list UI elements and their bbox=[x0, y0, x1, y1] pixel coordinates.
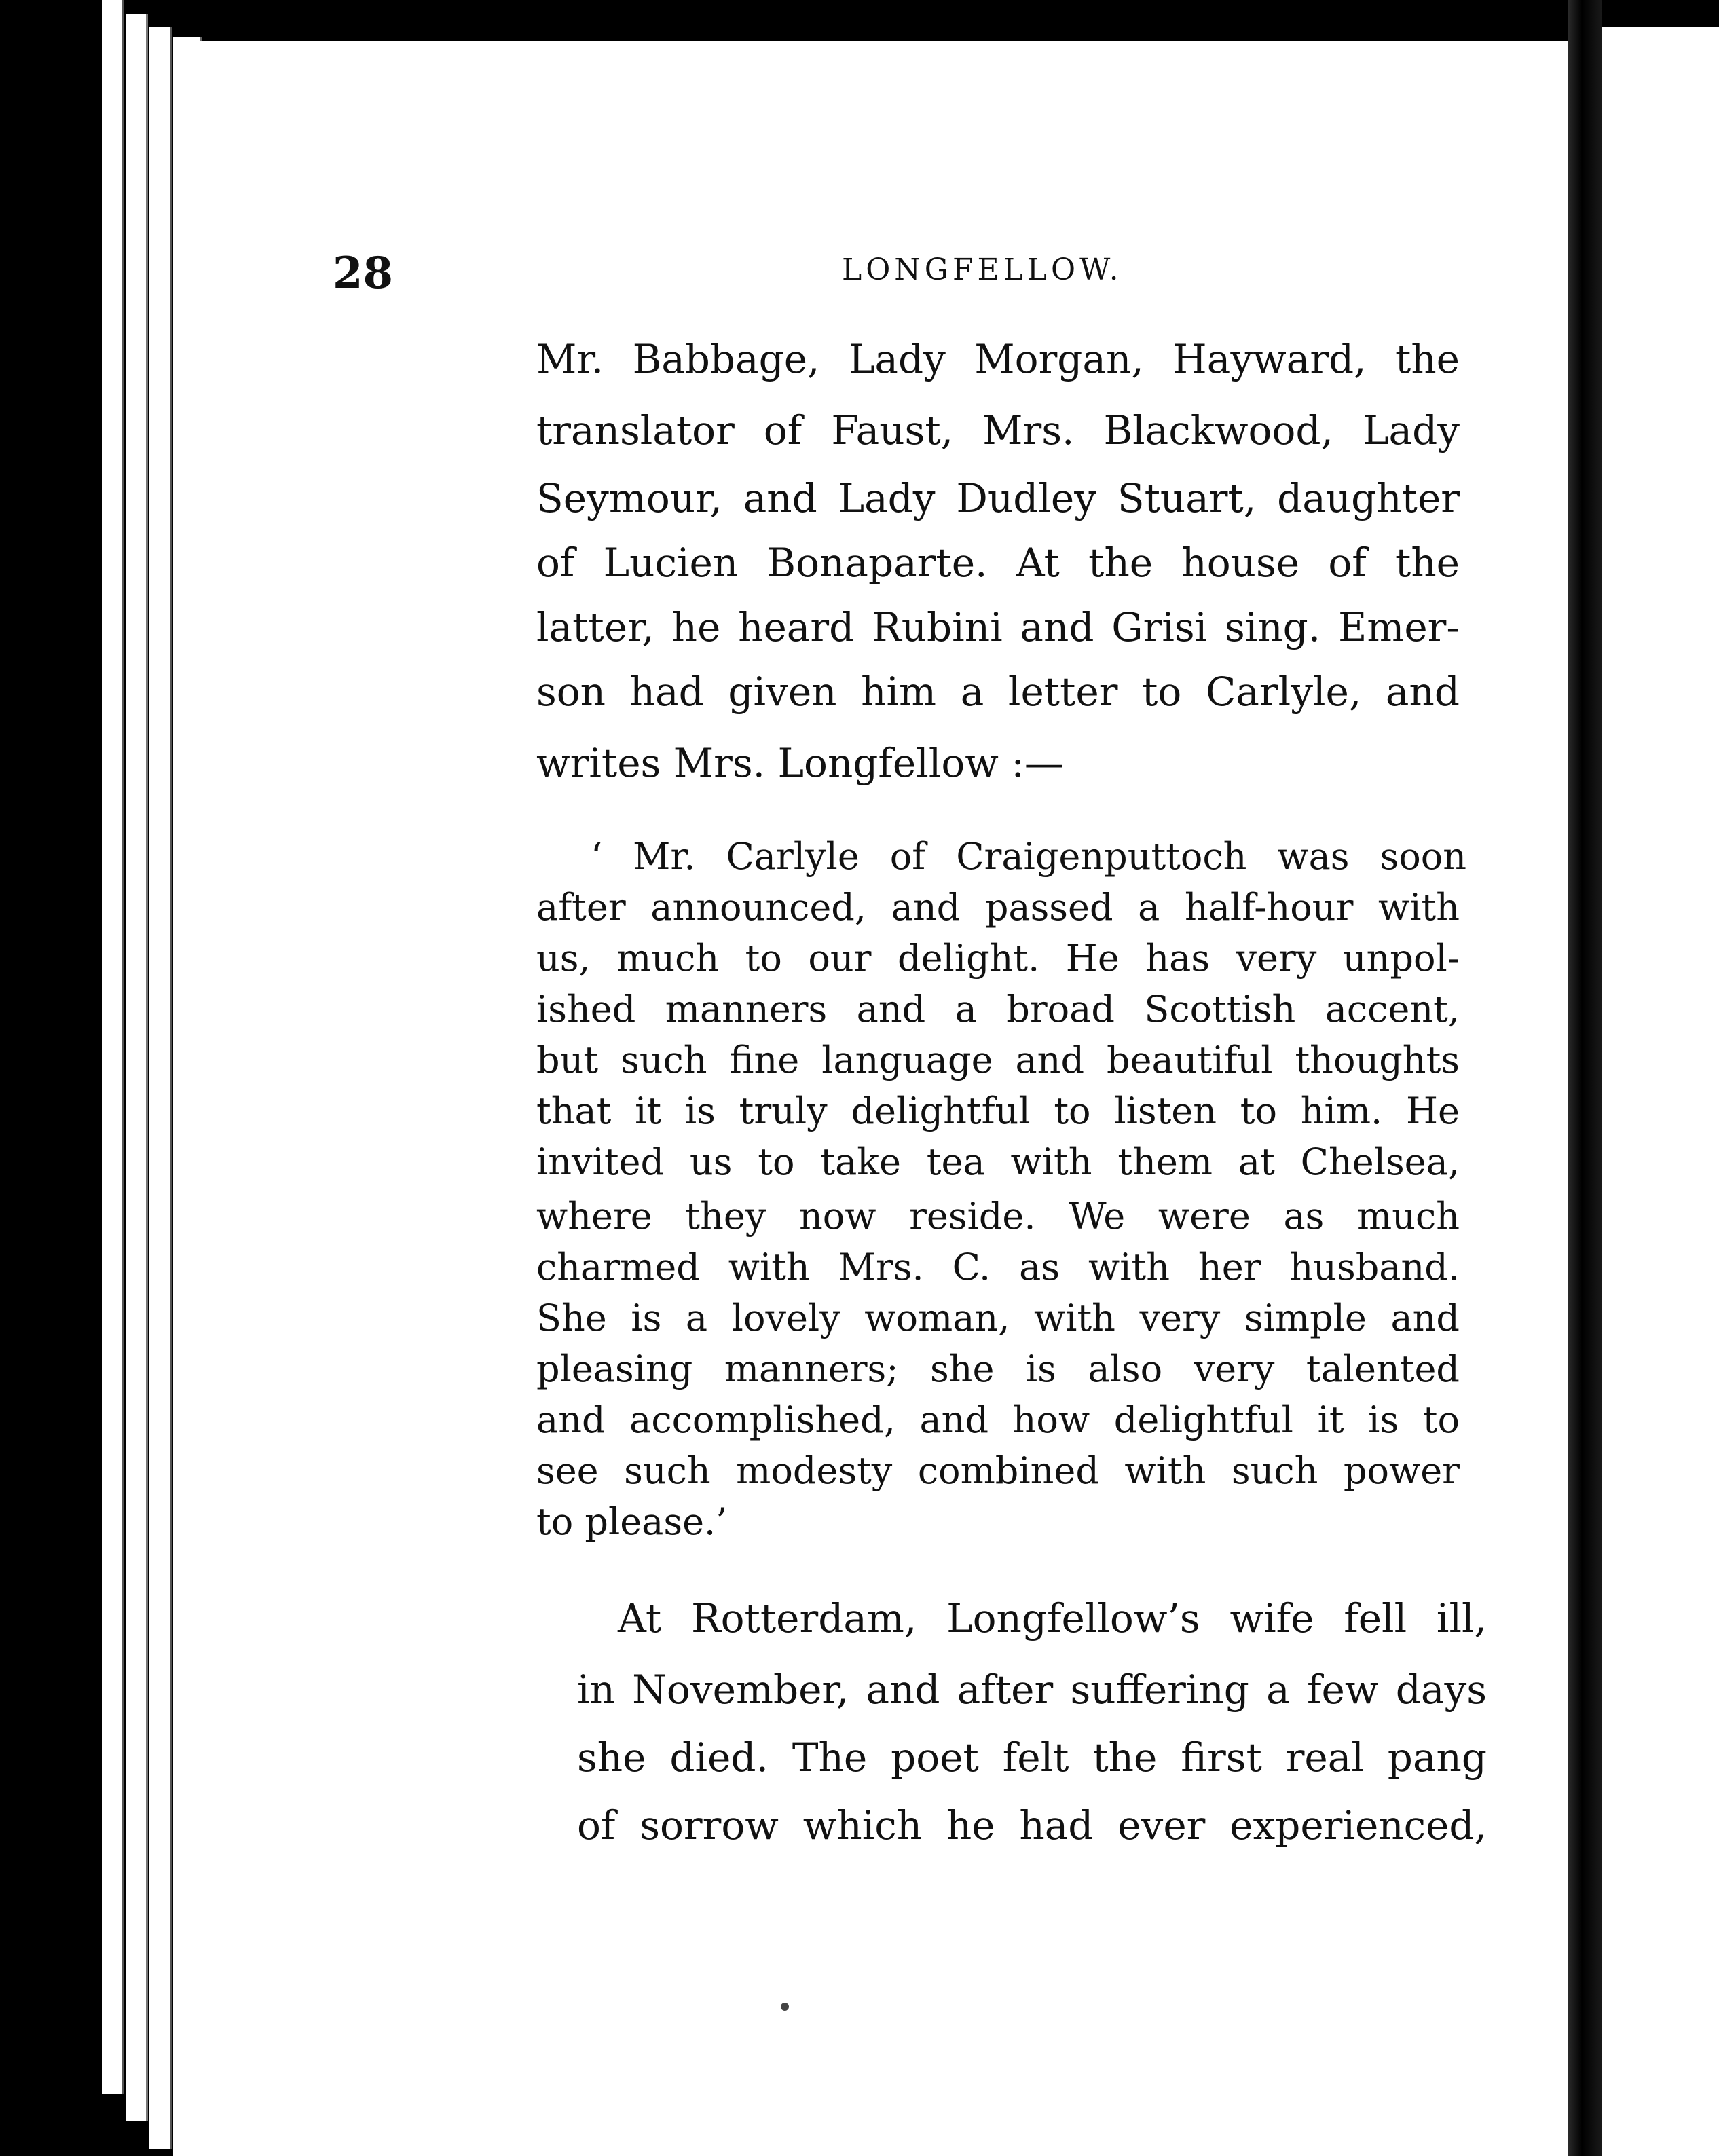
body-line: At Rotterdam, Longfellow’s wife fell ill, bbox=[618, 1595, 1487, 1641]
body-line: writes Mrs. Longfellow :— bbox=[536, 740, 1064, 786]
page-edge bbox=[126, 14, 148, 2121]
quote-line: us, much to our delight. He has very unpol- bbox=[536, 937, 1460, 980]
quote-line: ‘ Mr. Carlyle of Craigenputtoch was soon bbox=[591, 835, 1466, 878]
quote-line: invited us to take tea with them at Chelsea, bbox=[536, 1140, 1460, 1183]
facing-page-edge bbox=[1602, 27, 1719, 2156]
book-gutter bbox=[1568, 0, 1602, 2156]
page-number: 28 bbox=[333, 248, 394, 299]
body-line: in November, and after suffering a few days bbox=[577, 1667, 1487, 1713]
running-title: LONGFELLOW. bbox=[842, 253, 1123, 287]
quote-line: She is a lovely woman, with very simple and bbox=[536, 1297, 1460, 1339]
quote-line: after announced, and passed a half-hour with bbox=[536, 886, 1460, 929]
body-line: Mr. Babbage, Lady Morgan, Hayward, the bbox=[536, 336, 1460, 382]
quote-line: charmed with Mrs. C. as with her husband. bbox=[536, 1246, 1460, 1288]
ink-speck bbox=[781, 2003, 789, 2011]
body-line: son had given him a letter to Carlyle, and bbox=[536, 669, 1460, 715]
body-line: translator of Faust, Mrs. Blackwood, Lady bbox=[536, 407, 1460, 453]
quote-line: to please.’ bbox=[536, 1500, 728, 1543]
body-line: of Lucien Bonaparte. At the house of the bbox=[536, 540, 1460, 586]
quote-line: see such modesty combined with such power bbox=[536, 1449, 1460, 1492]
page-edge bbox=[149, 27, 172, 2149]
quote-line: but such fine language and beautiful thoughts bbox=[536, 1039, 1460, 1081]
quote-line: where they now reside. We were as much bbox=[536, 1195, 1460, 1238]
quote-line: ished manners and a broad Scottish accent, bbox=[536, 988, 1460, 1030]
page-edge bbox=[102, 0, 124, 2094]
body-line: Seymour, and Lady Dudley Stuart, daughter bbox=[536, 475, 1460, 521]
body-line: of sorrow which he had ever experienced, bbox=[577, 1802, 1487, 1848]
quote-line: that it is truly delightful to listen to him. He bbox=[536, 1090, 1460, 1132]
quote-line: and accomplished, and how delightful it is to bbox=[536, 1398, 1460, 1441]
body-line: latter, he heard Rubini and Grisi sing. Emer- bbox=[536, 604, 1460, 650]
body-line: she died. The poet felt the first real pang bbox=[577, 1734, 1487, 1781]
quote-line: pleasing manners; she is also very talented bbox=[536, 1348, 1460, 1390]
